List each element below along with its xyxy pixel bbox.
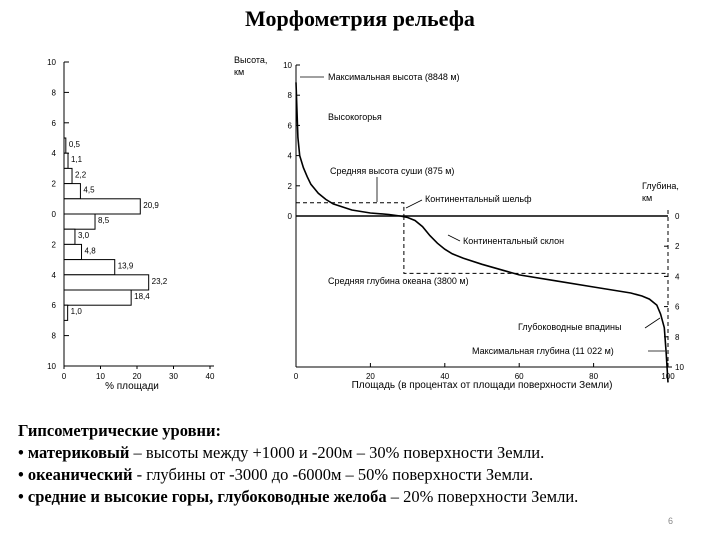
curve-annotation: Высокогорья	[328, 112, 382, 122]
page-number: 6	[668, 516, 674, 526]
curve-left-tick-label: 6	[287, 121, 292, 131]
hist-bar-label: 13,9	[117, 261, 134, 271]
hist-y-tick-label: 4	[51, 149, 56, 159]
hist-y-tick-label: 8	[51, 88, 56, 98]
notes-bullet: •	[18, 465, 24, 484]
notes-text: – 20% поверхности Земли.	[386, 487, 579, 506]
hist-y-tick-label: 0	[51, 210, 56, 219]
curve-x-tick-label: 0	[293, 372, 299, 381]
notes-term: океанический	[27, 465, 133, 484]
hist-bar	[64, 153, 68, 168]
hist-bar-label: 1,0	[70, 307, 82, 317]
hist-bar	[64, 184, 80, 199]
hist-y-tick-label: 6	[51, 301, 56, 311]
curve-annotation: Континентальный шельф	[425, 194, 532, 204]
curve-x-tick-label: 80	[589, 372, 599, 381]
curve-left-tick-label: 10	[283, 61, 292, 70]
hist-y-tick-label: 10	[47, 362, 56, 371]
hist-bar-label: 18,4	[134, 292, 150, 301]
hist-bar	[64, 229, 75, 244]
hist-bar-label: 4,8	[84, 246, 96, 256]
curve-right-tick-label: 2	[675, 242, 680, 252]
hist-y-tick-label: 6	[51, 118, 56, 128]
hist-bar	[64, 260, 115, 275]
hist-x-tick-label: 0	[61, 372, 67, 381]
hist-y-tick-label: 8	[51, 331, 56, 341]
hist-bar	[64, 168, 72, 183]
hist-x-tick-label: 30	[169, 372, 178, 381]
curve-right-axis-label: Глубина,	[642, 181, 679, 191]
curve-annotation: Средняя высота суши (875 м)	[330, 166, 455, 176]
curve-right-tick-label: 0	[675, 212, 680, 221]
curve-right-axis-label: км	[642, 193, 653, 203]
curve-left-tick-label: 0	[287, 212, 292, 221]
notes-text: - глубины от -3000 до -6000м – 50% поверхности Земли.	[132, 465, 534, 484]
curve-left-tick-label: 2	[287, 181, 292, 191]
hist-bar-label: 0,5	[68, 140, 80, 149]
hypsometric-curve	[293, 82, 668, 382]
hist-bar	[64, 138, 66, 153]
curve-right-tick-label: 8	[675, 332, 680, 342]
hist-x-axis-label: % площади	[105, 381, 159, 392]
curve-x-axis-label: Площадь (в процентах от площади поверхности Земли)	[351, 380, 613, 391]
curve-y-axis-label: Высота,	[234, 55, 268, 65]
annotation-leader	[448, 235, 460, 241]
hist-x-tick-label: 20	[132, 372, 142, 381]
hist-bar	[64, 305, 68, 320]
curve-y-axis-label: км	[234, 67, 245, 77]
hist-x-tick-label: 40	[205, 372, 215, 381]
notes-item	[18, 464, 718, 486]
curve-right-tick-label: 6	[675, 302, 680, 312]
notes	[18, 420, 718, 508]
hist-bar-label: 8,5	[98, 216, 110, 225]
notes-item	[18, 486, 718, 508]
hist-bar-label: 3,0	[77, 231, 90, 241]
curve-x-tick-label: 60	[514, 372, 524, 381]
notes-heading: Гипсометрические уровни:	[18, 421, 221, 440]
hist-bar	[64, 290, 131, 305]
annotation-leader	[645, 318, 660, 328]
hist-bar-label: 2,2	[75, 170, 87, 180]
hist-x-tick-label: 10	[96, 372, 105, 381]
notes-item	[18, 442, 718, 464]
curve-annotation: Глубоководные впадины	[518, 322, 622, 332]
hypsometry-figure	[0, 40, 720, 410]
hist-bar-label: 4,5	[83, 185, 95, 195]
hist-bar	[64, 244, 82, 259]
curve-right-tick-label: 10	[675, 363, 684, 372]
hist-y-tick-label: 2	[51, 240, 56, 250]
hist-bar	[64, 275, 149, 290]
histogram-chart	[47, 58, 215, 392]
hist-bar-label: 23,2	[151, 276, 168, 286]
hist-bar	[64, 214, 95, 229]
curve-left-tick-label: 8	[287, 91, 292, 101]
notes-bullet: •	[18, 443, 24, 462]
curve-annotation: Максимальная высота (8848 м)	[328, 72, 460, 82]
hist-bar	[64, 199, 140, 214]
curve-left-tick-label: 4	[287, 151, 292, 161]
hypsometric-curve-chart	[234, 55, 684, 391]
annotation-leader	[406, 200, 422, 208]
hist-bar-label: 1,1	[71, 155, 83, 165]
hist-y-tick-label: 10	[47, 58, 56, 67]
curve-annotation: Средняя глубина океана (3800 м)	[328, 276, 469, 286]
curve-annotation: Максимальная глубина (11 022 м)	[472, 346, 614, 356]
notes-term: материковый	[27, 443, 130, 462]
hist-bar-label: 20,9	[143, 200, 159, 210]
notes-bullet: •	[18, 487, 24, 506]
slide-title: Морфометрия рельефа	[245, 6, 475, 31]
curve-x-tick-label: 100	[661, 372, 675, 381]
hist-y-tick-label: 2	[51, 179, 56, 189]
curve-right-tick-label: 4	[675, 272, 680, 282]
notes-text: – высоты между +1000 и -200м – 30% поверхности Земли.	[129, 443, 545, 462]
hist-y-tick-label: 4	[51, 270, 56, 280]
curve-x-tick-label: 20	[365, 372, 375, 381]
notes-term: средние и высокие горы, глубоководные желоба	[27, 487, 387, 506]
curve-x-tick-label: 40	[440, 372, 450, 381]
curve-annotation: Континентальный склон	[463, 236, 565, 246]
